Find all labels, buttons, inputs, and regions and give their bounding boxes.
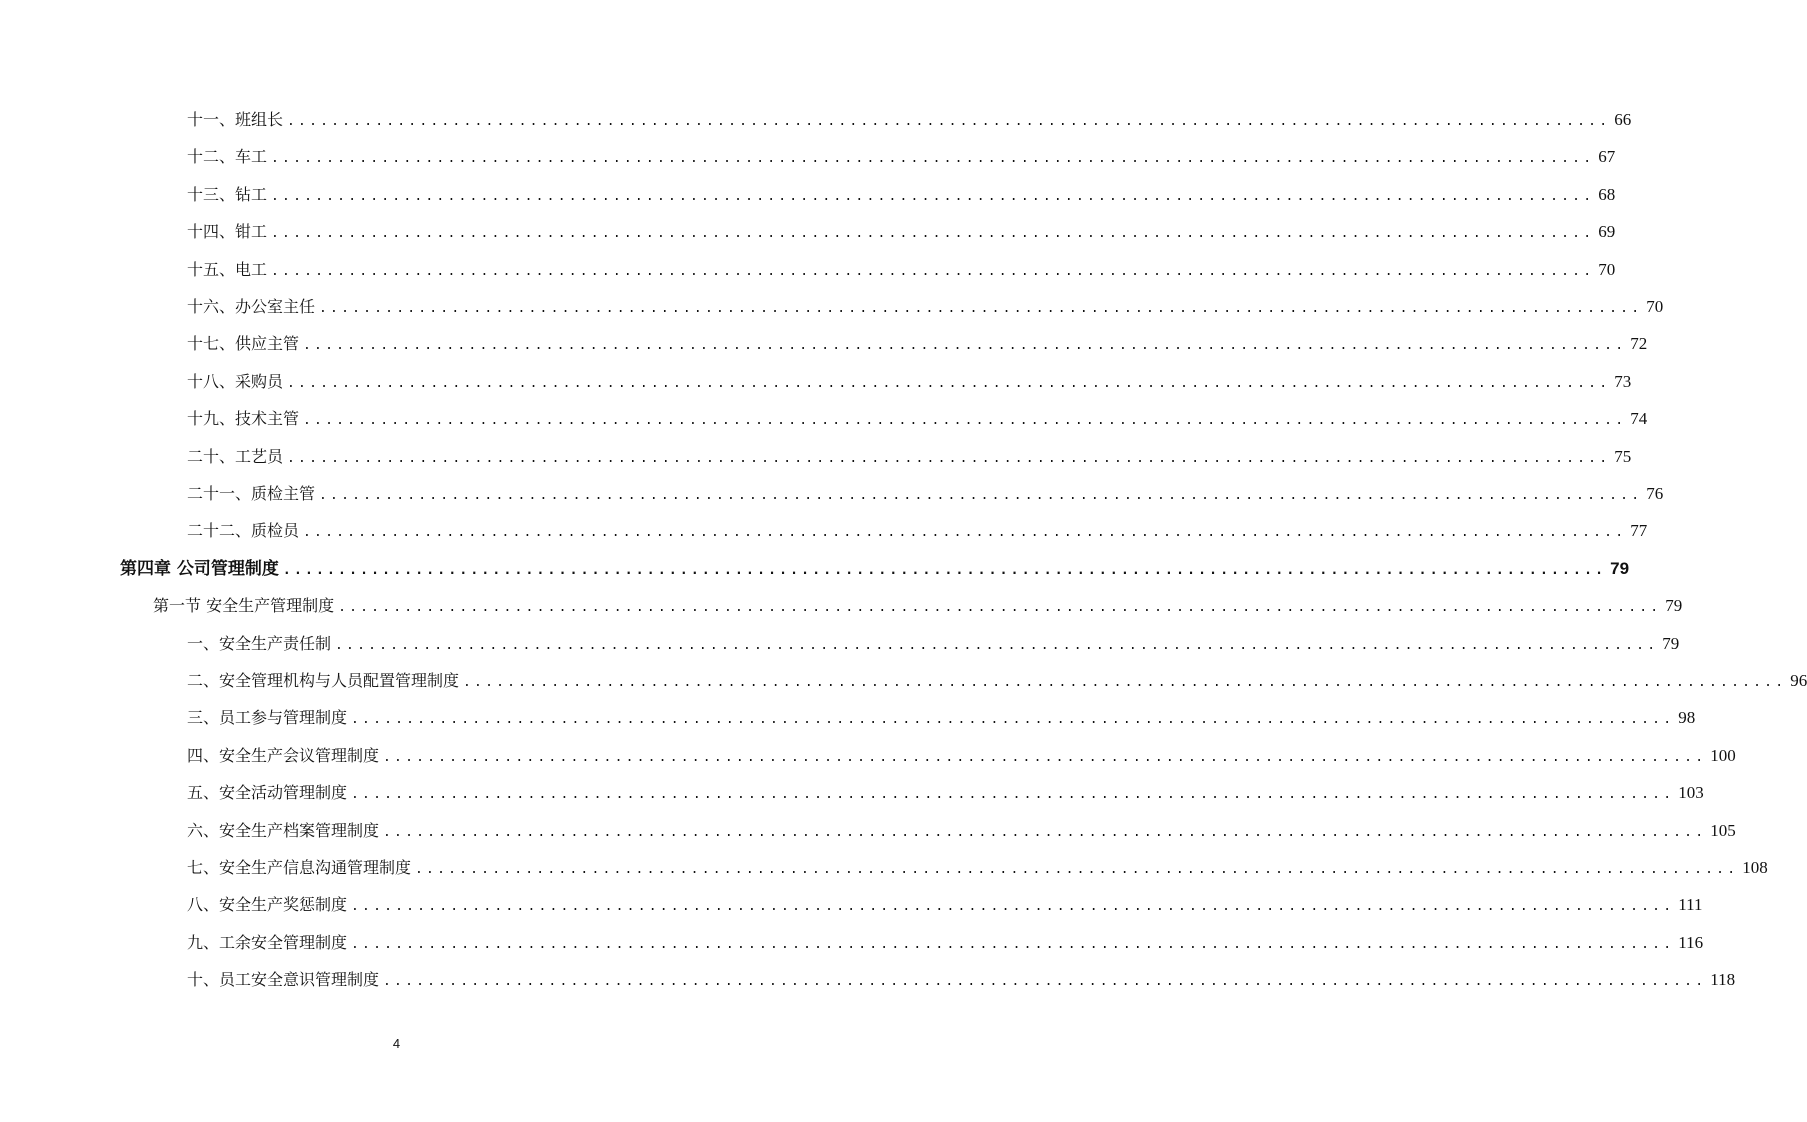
toc-entry-title: 十九、技术主管	[187, 409, 300, 429]
toc-entry-page: 118	[1710, 970, 1736, 990]
toc-entry-title: 十六、办公室主任	[187, 297, 316, 316]
toc-entry-title: 八、安全生产奖惩制度	[187, 895, 348, 915]
toc-entry-page: 98	[1678, 708, 1696, 728]
toc-entry[interactable]	[187, 625, 1680, 662]
toc-entry-title: 一、安全生产责任制	[187, 633, 332, 653]
toc-entry[interactable]	[187, 251, 1616, 288]
toc-entry-title: 二十二、质检员	[187, 521, 300, 541]
toc-entry-page: 116	[1678, 932, 1704, 952]
dot-leader: ........................................................................................................................	[335, 637, 1659, 653]
dot-leader: ........................................................................................................................	[287, 114, 1611, 129]
dot-leader: ........................................................................................................................	[351, 936, 1675, 952]
toc-entry[interactable]	[187, 138, 1616, 175]
dot-leader: ........................................................................................................................	[287, 450, 1611, 466]
toc-entry-title: 五、安全活动管理制度	[187, 783, 348, 803]
toc-entry[interactable]	[187, 924, 1704, 961]
dot-leader: ........................................................................................................................	[271, 226, 1595, 242]
toc-entry[interactable]	[187, 512, 1648, 549]
toc-entry-page: 103	[1678, 783, 1704, 803]
toc-entry-page: 69	[1598, 222, 1616, 242]
toc-entry-page: 70	[1598, 259, 1616, 279]
dot-leader: ........................................................................................................................	[287, 375, 1611, 391]
toc-entry-page: 77	[1630, 521, 1648, 541]
toc-entry[interactable]	[187, 325, 1648, 362]
toc-entry[interactable]	[187, 288, 1664, 325]
toc-entry[interactable]	[187, 849, 1768, 886]
toc-entry-title: 三、员工参与管理制度	[187, 708, 348, 728]
dot-leader: ........................................................................................................................	[303, 413, 1627, 429]
toc-entry-page: 67	[1598, 147, 1616, 167]
toc-entry-title: 十七、供应主管	[187, 334, 300, 354]
toc-entry-title: 四、安全生产会议管理制度	[187, 745, 380, 765]
dot-leader: ........................................................................................................................	[271, 188, 1595, 204]
toc-entry-page: 108	[1742, 858, 1768, 877]
toc-entry-title: 十三、钻工	[187, 184, 268, 204]
toc-entry-page: 79	[1610, 558, 1630, 578]
dot-leader: ........................................................................................................................	[351, 899, 1675, 915]
toc-entry-title: 六、安全生产档案管理制度	[187, 820, 380, 840]
toc-section-entry[interactable]	[153, 587, 1683, 624]
toc-chapter-entry[interactable]	[120, 550, 1630, 587]
toc-entry-title: 十二、车工	[187, 147, 268, 167]
toc-entry[interactable]	[187, 363, 1632, 400]
toc-entry-page: 68	[1598, 184, 1616, 204]
toc-entry-page: 73	[1614, 371, 1632, 391]
toc-entry-title: 第四章 公司管理制度	[120, 558, 279, 579]
dot-leader: ........................................................................................................................	[383, 824, 1707, 840]
dot-leader: ........................................................................................................................	[319, 488, 1643, 503]
dot-leader: ........................................................................................................................	[415, 862, 1739, 877]
toc-entry-title: 十四、钳工	[187, 222, 268, 242]
toc-entry-title: 十八、采购员	[187, 371, 284, 391]
dot-leader: ........................................................................................................................	[351, 712, 1675, 728]
toc-entry[interactable]	[187, 101, 1632, 138]
toc-entry-title: 二、安全管理机构与人员配置管理制度	[187, 671, 460, 690]
toc-entry[interactable]	[187, 662, 1807, 699]
dot-leader: ........................................................................................................................	[338, 600, 1662, 616]
toc-entry[interactable]	[187, 961, 1736, 998]
toc-entry-title: 二十、工艺员	[187, 446, 284, 466]
toc-entry-title: 二十一、质检主管	[187, 484, 316, 503]
toc-entry[interactable]	[187, 176, 1616, 213]
dot-leader: ........................................................................................................................	[271, 151, 1595, 167]
toc-entry-title: 十、员工安全意识管理制度	[187, 970, 380, 990]
toc-entry-title: 十一、班组长	[187, 110, 284, 129]
toc-entry-page: 66	[1614, 110, 1632, 129]
toc-entry[interactable]	[187, 699, 1696, 736]
toc-entry[interactable]	[187, 737, 1736, 774]
toc-entry[interactable]	[187, 812, 1736, 849]
toc-entry-title: 十五、电工	[187, 259, 268, 279]
dot-leader: ........................................................................................................................	[463, 675, 1787, 690]
toc-entry-page: 79	[1665, 596, 1683, 616]
toc-entry[interactable]	[187, 213, 1616, 250]
dot-leader: ........................................................................................................................	[303, 525, 1627, 541]
toc-entry[interactable]	[187, 774, 1704, 811]
toc-entry[interactable]	[187, 438, 1632, 475]
toc-entry-page: 70	[1646, 297, 1664, 316]
toc-entry[interactable]	[187, 886, 1703, 923]
dot-leader: ........................................................................................................................	[351, 787, 1675, 803]
toc-entry-page: 72	[1630, 334, 1648, 354]
toc-entry-page: 79	[1662, 633, 1680, 653]
dot-leader: ........................................................................................................................	[271, 263, 1595, 279]
dot-leader: ........................................................................................................................	[303, 338, 1627, 354]
toc-entry-page: 100	[1710, 745, 1736, 765]
dot-leader: ........................................................................................................................	[383, 974, 1707, 990]
toc-entry-title: 七、安全生产信息沟通管理制度	[187, 858, 412, 877]
toc-entry-page: 111	[1678, 895, 1703, 915]
toc-entry-page: 105	[1710, 820, 1736, 840]
dot-leader: ........................................................................................................................	[319, 301, 1643, 316]
toc-entry-title: 第一节 安全生产管理制度	[153, 596, 335, 616]
page-number: 4	[392, 1036, 401, 1051]
toc-entry-page: 96	[1790, 671, 1807, 690]
toc-entry-page: 74	[1630, 409, 1648, 429]
toc-entry-page: 76	[1646, 484, 1664, 503]
toc-entry[interactable]	[187, 475, 1664, 512]
dot-leader: ........................................................................................................................	[282, 562, 1607, 578]
dot-leader: ........................................................................................................................	[383, 749, 1707, 765]
toc-entry[interactable]	[187, 400, 1648, 437]
toc-entry-page: 75	[1614, 446, 1632, 466]
toc-entry-title: 九、工余安全管理制度	[187, 932, 348, 952]
